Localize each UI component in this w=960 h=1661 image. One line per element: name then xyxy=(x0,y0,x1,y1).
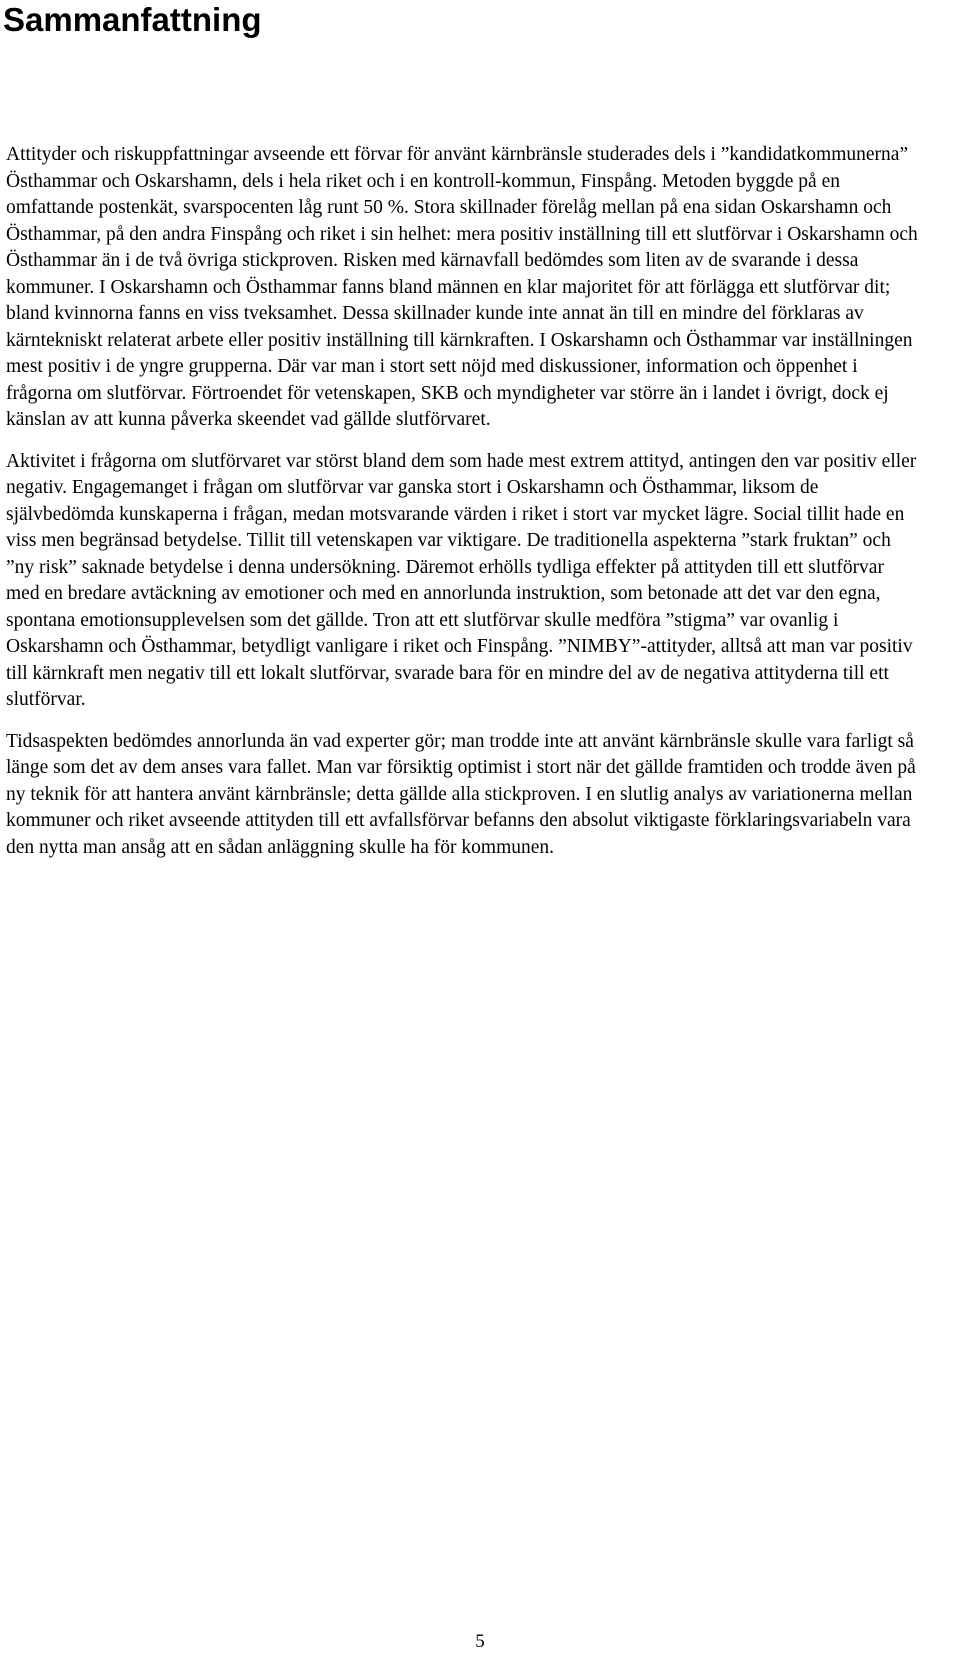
document-body xyxy=(6,142,920,876)
paragraph-2: Aktivitet i frågorna om slutförvaret var störst bland dem som hade mest extrem attityd, antingen den var positiv eller negativ. Engagemanget i frågan om slutförvar var ganska stort i Oskarshamn och Östhammar, liksom de självbedömda kunskaperna i frågan, medan motsvarande värden i riket i stort var mycket lägre. Social tillit hade en viss men begränsad betydelse. Tillit till vetenskapen var viktigare. De traditionella aspekterna ”stark fruktan” och ”ny risk” saknade betydelse i denna undersökning. Däremot erhölls tydliga effekter på attityden till ett slutförvar med en bredare avtäckning av emotioner och med en annorlunda instruktion, som betonade att det var den egna, spontana emotionsupplevelsen som det gällde. Tron att ett slutförvar skulle medföra ”stigma” var ovanlig i Oskarshamn och Östhammar, betydligt vanligare i riket och Finspång. ”NIMBY”-attityder, alltså att man var positiv till kärnkraft men negativ till ett lokalt slutförvar, svarade bara för en mindre del av de negativa attityderna till ett slutförvar. xyxy=(6,450,917,710)
page-number: 5 xyxy=(475,1631,485,1652)
paragraph-1: Attityder och riskuppfattningar avseende ett förvar för använt kärnbränsle studerades dels i ”kandidatkommunerna” Östhammar och Oskarshamn, dels i hela riket och i en kontroll-kommun, Finspång. Metoden byggde på en omfattande postenkät, svarspocenten låg runt 50 %. Stora skillnader förelåg mellan på ena sidan Oskarshamn och Östhammar, på den andra Finspång och riket i sin helhet: mera positiv inställning till ett slutförvar i Oskarshamn och Östhammar än i de två övriga stickproven. Risken med kärnavfall bedömdes som liten av de svarande i dessa kommuner. I Oskarshamn och Östhammar fanns bland männen en klar majoritet för att förlägga ett slutförvar dit; bland kvinnorna fanns en viss tveksamhet. Dessa skillnader kunde inte annat än till en mindre del förklaras av kärntekniskt relaterat arbete eller positiv inställning till kärnkraften. I Oskarshamn och Östhammar var inställningen mest positiv i de yngre grupperna. Där var man i stort sett nöjd med diskussioner, information och öppenhet i frågorna om slutförvar. Förtroendet för vetenskapen, SKB och myndigheter var större än i landet i övrigt, dock ej känslan av att kunna påverka skeendet vad gällde slutförvaret. xyxy=(6,144,918,430)
page-title: Sammanfattning xyxy=(3,1,262,38)
paragraph-3: Tidsaspekten bedömdes annorlunda än vad experter gör; man trodde inte att använt kärnbränsle skulle vara farligt så länge som det av dem anses vara fallet. Man var försiktig optimist i stort när det gällde framtiden och trodde även på ny teknik för att hantera använt kärnbränsle; detta gällde alla stickproven. I en slutlig analys av variationerna mellan kommuner och riket avseende attityden till ett avfallsförvar befanns den absolut viktigaste förklaringsvariabeln vara den nytta man ansåg att en sådan anläggning skulle ha för kommunen. xyxy=(6,730,916,858)
